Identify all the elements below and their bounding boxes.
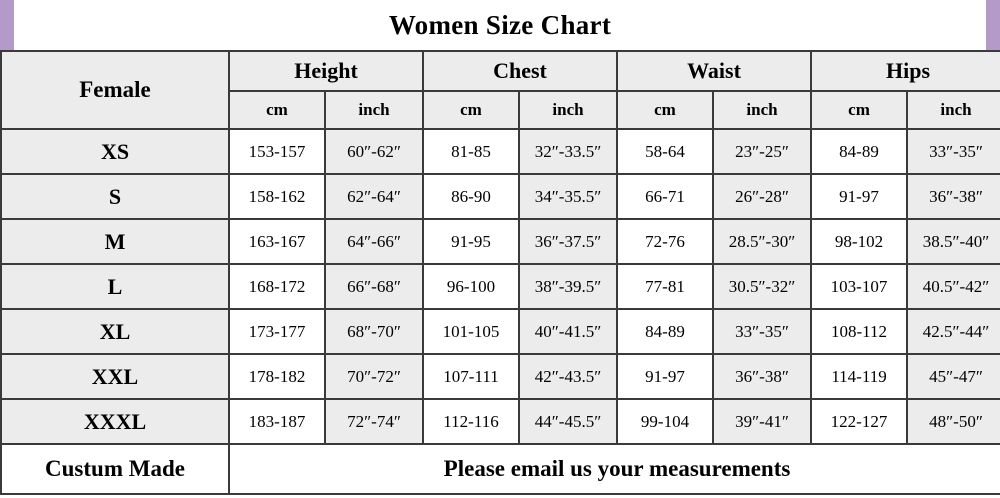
header-group-waist: Waist [617,51,811,91]
cell-chest-cm: 112-116 [423,399,519,444]
row-size-label: XS [1,129,229,174]
header-unit-chest-inch: inch [519,91,617,129]
cell-waist-inch: 26″-28″ [713,174,811,219]
cell-chest-inch: 44″-45.5″ [519,399,617,444]
header-unit-chest-cm: cm [423,91,519,129]
row-size-label: M [1,219,229,264]
cell-height-inch: 72″-74″ [325,399,423,444]
cell-hips-inch: 45″-47″ [907,354,1000,399]
table-row [1,309,1000,354]
cell-hips-cm: 114-119 [811,354,907,399]
cell-chest-inch: 38″-39.5″ [519,264,617,309]
table-row [1,219,1000,264]
cell-waist-cm: 84-89 [617,309,713,354]
size-chart-table [0,50,1000,495]
table-row [1,399,1000,444]
cell-hips-inch: 36″-38″ [907,174,1000,219]
cell-hips-inch: 42.5″-44″ [907,309,1000,354]
header-group-chest: Chest [423,51,617,91]
row-size-label: S [1,174,229,219]
cell-waist-cm: 66-71 [617,174,713,219]
cell-waist-cm: 77-81 [617,264,713,309]
cell-waist-inch: 33″-35″ [713,309,811,354]
header-unit-height-inch: inch [325,91,423,129]
table-header-groups [1,51,1000,91]
cell-waist-cm: 91-97 [617,354,713,399]
custom-made-message: Please email us your measurements [229,444,1000,494]
cell-chest-cm: 81-85 [423,129,519,174]
cell-chest-cm: 101-105 [423,309,519,354]
cell-height-cm: 178-182 [229,354,325,399]
cell-chest-cm: 91-95 [423,219,519,264]
table-row [1,174,1000,219]
header-unit-hips-cm: cm [811,91,907,129]
cell-height-inch: 60″-62″ [325,129,423,174]
cell-chest-inch: 34″-35.5″ [519,174,617,219]
cell-height-inch: 70″-72″ [325,354,423,399]
row-size-label: L [1,264,229,309]
header-size-column: Female [1,51,229,129]
row-size-label: XXXL [1,399,229,444]
cell-height-cm: 153-157 [229,129,325,174]
cell-chest-cm: 96-100 [423,264,519,309]
cell-height-inch: 68″-70″ [325,309,423,354]
cell-height-cm: 163-167 [229,219,325,264]
cell-height-cm: 158-162 [229,174,325,219]
header-group-hips: Hips [811,51,1000,91]
table-row [1,129,1000,174]
header-unit-waist-cm: cm [617,91,713,129]
cell-height-cm: 183-187 [229,399,325,444]
cell-hips-cm: 122-127 [811,399,907,444]
title-bar [0,0,1000,50]
custom-made-label: Custum Made [1,444,229,494]
cell-waist-inch: 23″-25″ [713,129,811,174]
page-title: Women Size Chart [388,9,612,40]
header-group-height: Height [229,51,423,91]
cell-hips-inch: 38.5″-40″ [907,219,1000,264]
cell-chest-inch: 40″-41.5″ [519,309,617,354]
cell-chest-cm: 107-111 [423,354,519,399]
cell-waist-inch: 28.5″-30″ [713,219,811,264]
header-unit-hips-inch: inch [907,91,1000,129]
cell-waist-inch: 36″-38″ [713,354,811,399]
cell-hips-cm: 84-89 [811,129,907,174]
cell-waist-cm: 58-64 [617,129,713,174]
cell-chest-inch: 42″-43.5″ [519,354,617,399]
cell-hips-inch: 33″-35″ [907,129,1000,174]
accent-band-left [0,0,14,50]
cell-chest-inch: 32″-33.5″ [519,129,617,174]
cell-height-cm: 168-172 [229,264,325,309]
cell-waist-cm: 99-104 [617,399,713,444]
cell-hips-cm: 103-107 [811,264,907,309]
cell-hips-cm: 98-102 [811,219,907,264]
custom-made-row [1,444,1000,494]
cell-height-cm: 173-177 [229,309,325,354]
cell-chest-inch: 36″-37.5″ [519,219,617,264]
cell-chest-cm: 86-90 [423,174,519,219]
cell-waist-inch: 39″-41″ [713,399,811,444]
cell-waist-inch: 30.5″-32″ [713,264,811,309]
cell-height-inch: 62″-64″ [325,174,423,219]
cell-hips-inch: 40.5″-42″ [907,264,1000,309]
row-size-label: XXL [1,354,229,399]
row-size-label: XL [1,309,229,354]
table-row [1,354,1000,399]
accent-band-right [986,0,1000,50]
header-unit-height-cm: cm [229,91,325,129]
cell-hips-inch: 48″-50″ [907,399,1000,444]
table-row [1,264,1000,309]
cell-hips-cm: 91-97 [811,174,907,219]
header-unit-waist-inch: inch [713,91,811,129]
cell-hips-cm: 108-112 [811,309,907,354]
cell-waist-cm: 72-76 [617,219,713,264]
cell-height-inch: 66″-68″ [325,264,423,309]
cell-height-inch: 64″-66″ [325,219,423,264]
